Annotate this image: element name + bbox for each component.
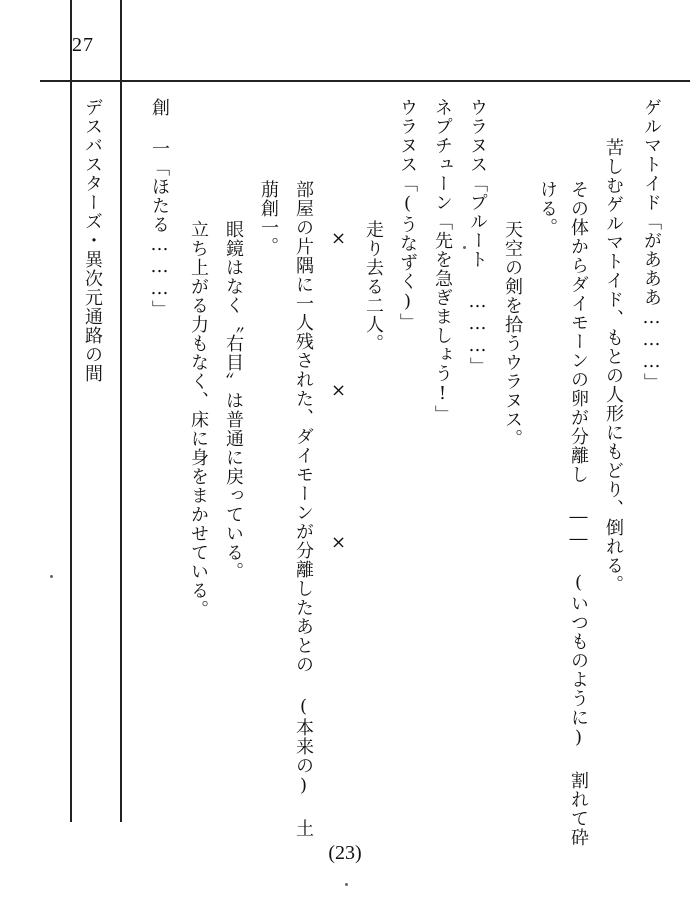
scene-heading: デスバスターズ・異次元通路の間 <box>82 98 103 383</box>
dialogue-line: ゲルマトイド「があああ………」 <box>641 98 662 392</box>
stage-direction: 立ち上がる力もなく、床に身をまかせている。 <box>188 220 209 619</box>
left-margin-rule <box>70 0 72 822</box>
scene-break-mark: × <box>328 228 349 250</box>
stage-direction: 萠創一。 <box>258 180 279 256</box>
scene-break-mark: × <box>328 380 349 402</box>
stage-direction: 走り去る二人。 <box>363 220 384 353</box>
dialogue-line: ウラヌス「プルート ………」 <box>467 98 488 376</box>
stage-direction: その体からダイモーンの卵が分離し ―― (いつものように) 割れて砕 <box>568 180 589 847</box>
scan-speck <box>345 883 348 886</box>
scan-speck <box>463 246 466 249</box>
heading-column-rule <box>120 0 122 822</box>
footer-page-number: (23) <box>328 842 362 864</box>
scene-break-mark: × <box>328 532 349 554</box>
dialogue-line: ネプチューン「先を急ぎましょう!」 <box>432 98 453 424</box>
stage-direction: 眼鏡はなく〝右目〟は普通に戻っている。 <box>223 220 244 581</box>
header-rule <box>40 80 690 82</box>
stage-direction: 天空の剣を拾うウラヌス。 <box>502 220 523 448</box>
dialogue-line: 創 一「ほたる………」 <box>149 98 170 319</box>
stage-direction: ける。 <box>537 180 558 237</box>
stage-direction: 苦しむゲルマトイド、もとの人形にもどり、倒れる。 <box>603 138 624 594</box>
scan-speck <box>50 575 53 578</box>
dialogue-line: ウラヌス「(うなずく)」 <box>397 98 418 332</box>
stage-direction: 部屋の片隅に一人残された、ダイモーンが分離したあとの (本来の) 土 <box>293 180 314 838</box>
page-number: 27 <box>72 34 94 56</box>
